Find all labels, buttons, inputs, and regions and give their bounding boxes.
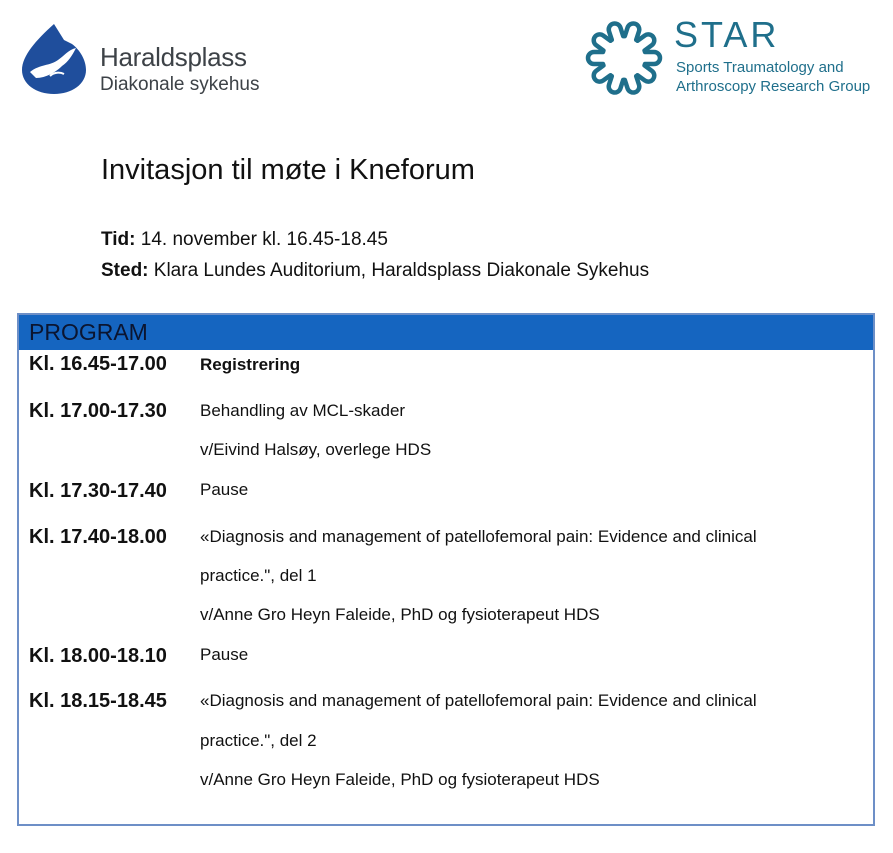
program-box — [17, 313, 875, 826]
haraldsplass-logo — [16, 20, 276, 100]
location-label: Sted: — [101, 260, 149, 281]
program-line-4-3: v/Anne Gro Heyn Faleide, PhD og fysioterapeut HDS — [200, 605, 600, 624]
program-time-3: Kl. 17.30-17.40 — [29, 480, 167, 502]
program-line-6-2: practice.", del 2 — [200, 731, 317, 750]
program-header: PROGRAM — [19, 315, 873, 350]
program-time-5: Kl. 18.00-18.10 — [29, 645, 167, 667]
program-line-5-1: Pause — [200, 645, 249, 664]
program-time-2: Kl. 17.00-17.30 — [29, 400, 167, 422]
star-subtitle-line2: Arthroscopy Research Group — [676, 78, 871, 95]
program-line-6-1: «Diagnosis and management of patellofemoral pain: Evidence and clinical — [200, 691, 757, 710]
time-info — [101, 229, 388, 251]
star-subtitle-line1: Sports Traumatology and — [676, 59, 844, 76]
time-label: Tid: — [101, 229, 136, 250]
star-logo — [582, 14, 892, 104]
program-line-3-1: Pause — [200, 480, 249, 499]
time-value: 14. november kl. 16.45-18.45 — [135, 229, 388, 250]
star-circle-icon — [582, 16, 666, 100]
program-line-2-1: Behandling av MCL-skader — [200, 401, 406, 420]
program-time-1: Kl. 16.45-17.00 — [29, 353, 167, 375]
program-line-4-1: «Diagnosis and management of patellofemoral pain: Evidence and clinical — [200, 527, 757, 546]
program-line-1-1: Registrering — [200, 355, 301, 374]
program-line-4-2: practice.", del 1 — [200, 566, 317, 585]
haraldsplass-name: Haraldsplass — [100, 42, 247, 72]
program-time-4: Kl. 17.40-18.00 — [29, 526, 167, 548]
location-info — [101, 260, 649, 282]
page-title: Invitasjon til møte i Kneforum — [101, 154, 475, 186]
program-time-6: Kl. 18.15-18.45 — [29, 690, 167, 712]
program-line-2-2: v/Eivind Halsøy, overlege HDS — [200, 440, 432, 459]
dove-icon — [16, 20, 92, 96]
program-line-6-3: v/Anne Gro Heyn Faleide, PhD og fysioterapeut HDS — [200, 770, 600, 789]
location-value: Klara Lundes Auditorium, Haraldsplass Diakonale Sykehus — [148, 260, 650, 281]
star-name: STAR — [674, 14, 780, 55]
haraldsplass-subtitle: Diakonale sykehus — [100, 74, 260, 95]
